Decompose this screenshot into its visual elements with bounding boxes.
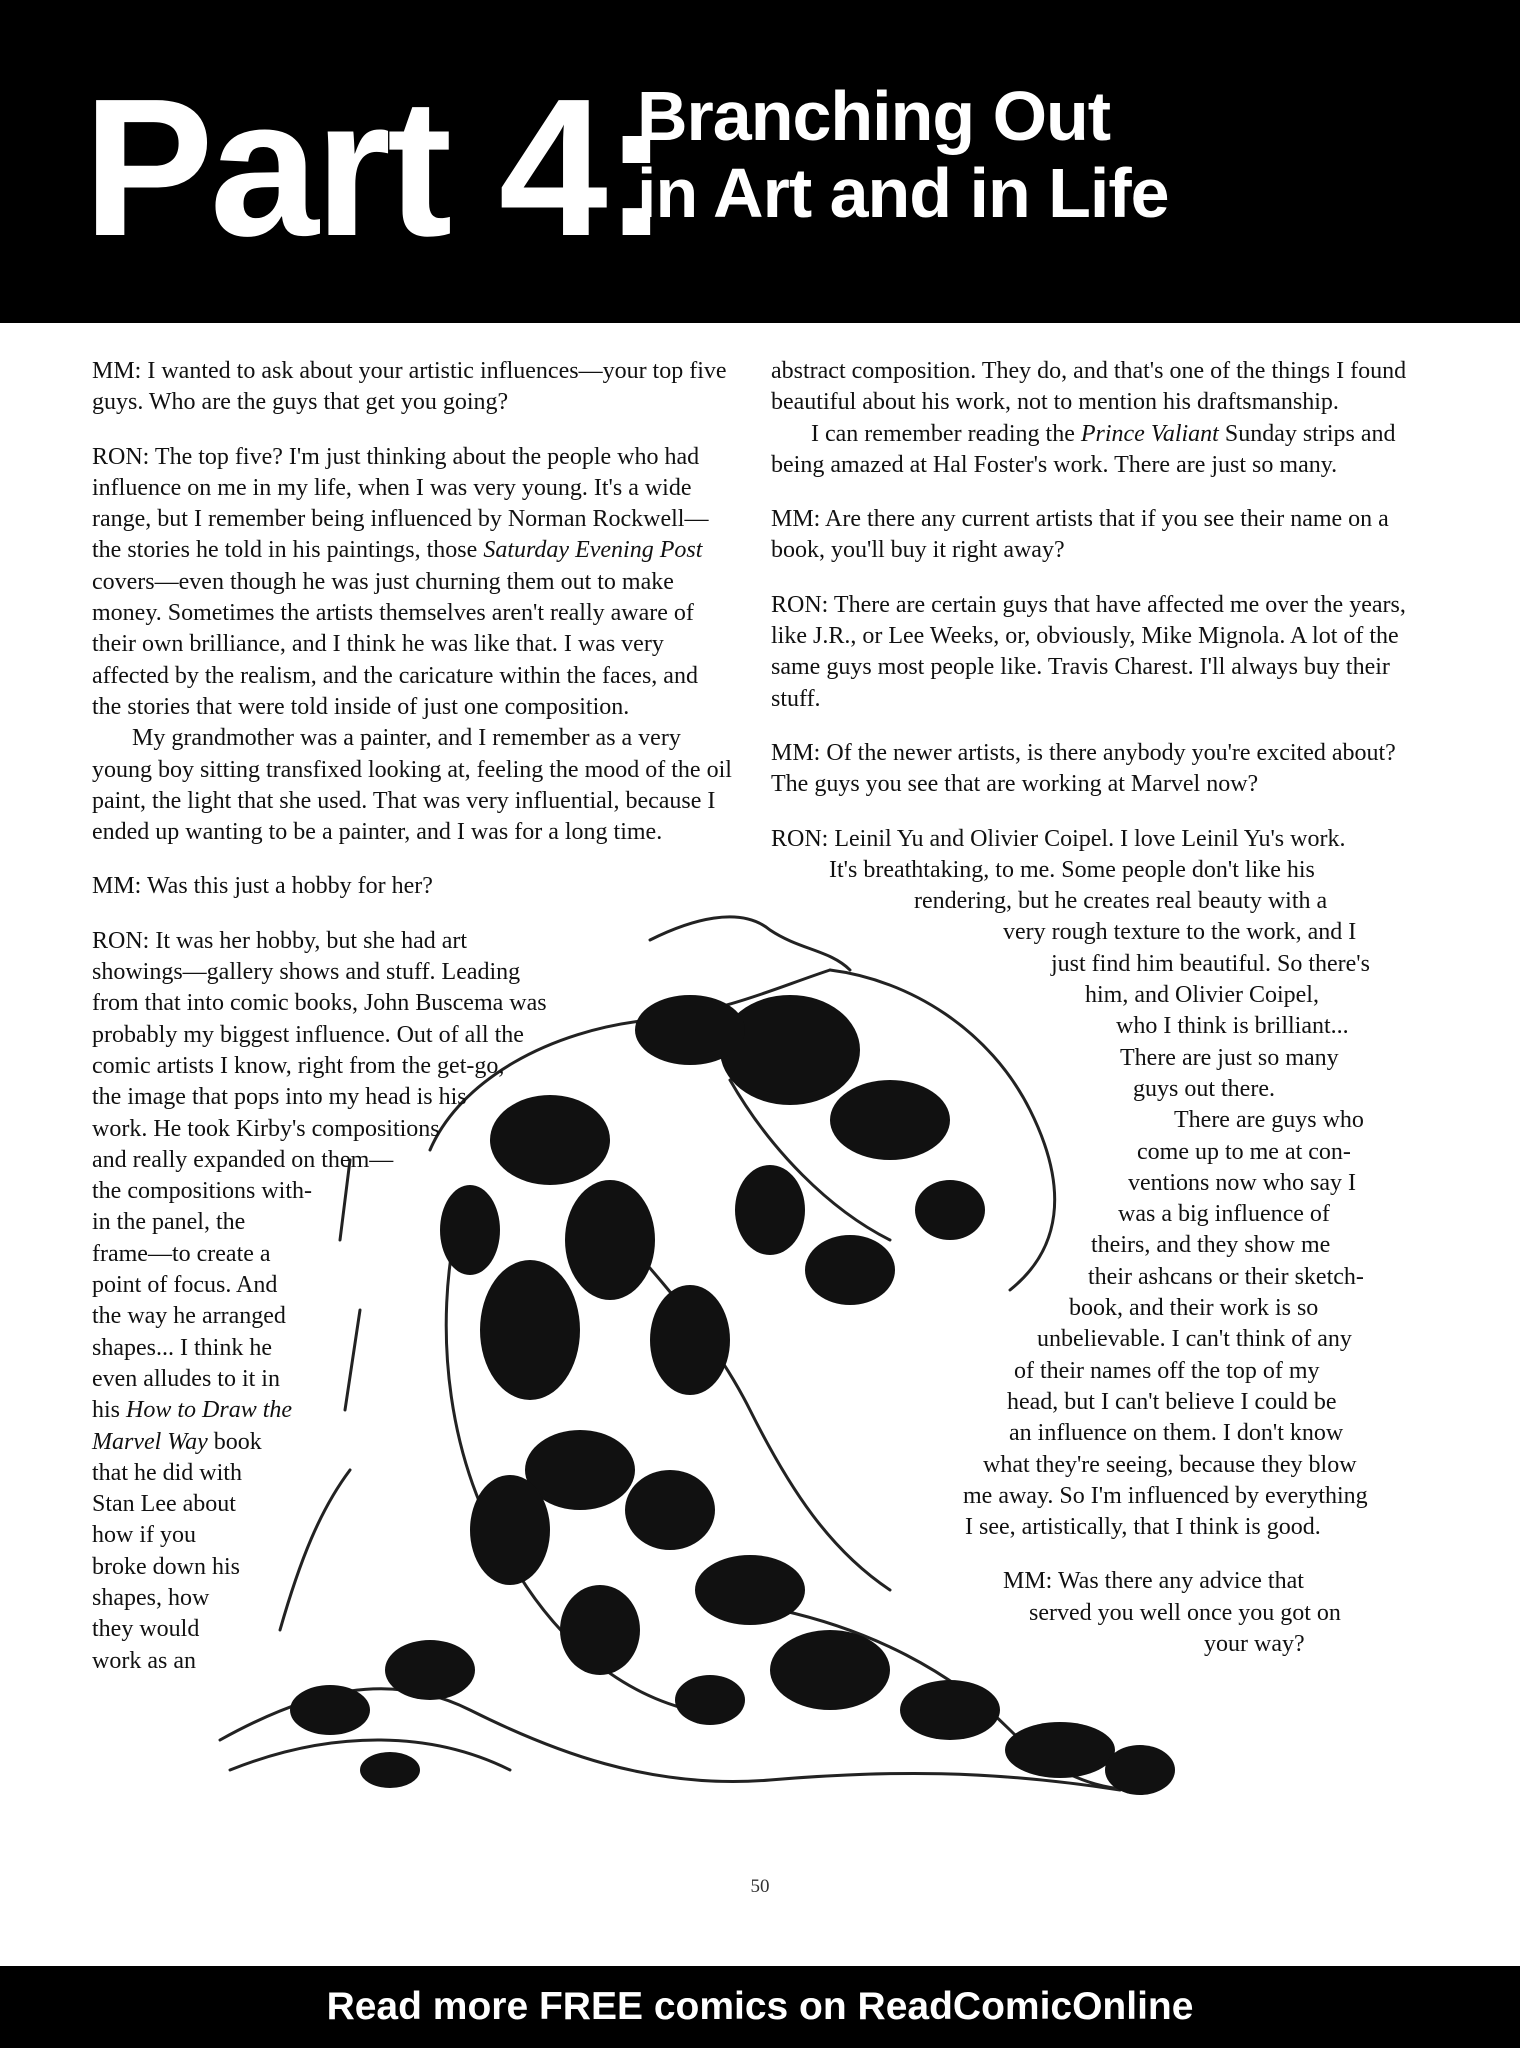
speaker-label: RON: [92,443,150,470]
italic-title: Marvel Way [92,1428,208,1455]
question-line [771,1566,1411,1597]
part-subtitle [637,78,1169,232]
question-paragraph [92,356,732,419]
answer-line: It's breathtaking, to me. Some people don't like his [829,856,1315,883]
answer-line: ventions now who say I [1128,1169,1356,1196]
answer-line: me away. So I'm influenced by everything [963,1482,1368,1509]
answer-line-text: book [213,1428,262,1455]
question-text: I wanted to ask about your artistic influences—your top five guys. Who are the guys that get you going? [92,358,727,416]
answer-line: come up to me at con- [1137,1138,1351,1165]
question-paragraph [771,504,1411,567]
answer-line: the way he arranged [92,1303,286,1330]
answer-line-text: his [92,1397,121,1424]
question-line: served you well once you got on [1029,1599,1341,1626]
answer-line: unbelievable. I can't think of any [1037,1326,1352,1353]
answer-continuation: abstract composition. They do, and that's one of the things I found beautiful about his work, not to mention his draftsmanship. [771,358,1407,416]
answer-line: of their names off the top of my [1014,1357,1320,1384]
answer-line: head, but I can't believe I could be [1007,1388,1337,1415]
answer-line: Stan Lee about [92,1491,236,1518]
question-line-text: Was there any advice that [1057,1568,1304,1595]
answer-paragraph [92,442,732,724]
answer-line: him, and Olivier Coipel, [1085,982,1319,1009]
answer-line: in the panel, the [92,1209,246,1236]
footer-banner [0,1966,1520,2048]
answer-line [92,926,732,957]
italic-title: Prince Valiant [1080,420,1219,447]
answer-line: what they're seeing, because they blow [983,1451,1357,1478]
answer-text: The top five? I'm just thinking about the people who had influence on me in my life, when I was very young. It's a wide range, but I remember being influenced by Norman Rockwell—the stories he told in his paintings, those [92,443,709,564]
answer-line [92,1395,732,1426]
answer-line: point of focus. And [92,1272,278,1299]
answer-line: and really expanded on them— [92,1146,394,1173]
answer-line: shapes, how [92,1584,210,1611]
answer-text: I can remember reading the [811,420,1075,447]
right-text-column [771,356,1411,1660]
answer-line: that he did with [92,1459,242,1486]
answer-line [771,824,1411,855]
speaker-label: RON: [92,927,150,954]
answer-line: how if you [92,1522,196,1549]
part-number-title: Part 4: [83,58,666,277]
answer-line: frame—to create a [92,1240,271,1267]
italic-title: Saturday Evening Post [483,537,703,564]
answer-text: Sunday strips and being amazed at Hal Foster's work. There are just so many. [771,420,1396,478]
answer-line: rendering, but he creates real beauty with a [914,888,1328,915]
speaker-label: RON: [771,591,829,618]
answer-line: broke down his [92,1553,240,1580]
answer-line: shapes... I think he [92,1334,272,1361]
question-text: Of the newer artists, is there anybody you're excited about? The guys you see that are working at Marvel now? [771,739,1396,798]
question-text: Was this just a hobby for her? [146,873,433,900]
answer-line: I see, artistically, that I think is good. [965,1514,1321,1541]
answer-line: comic artists I know, right from the get-go, [92,1052,505,1079]
answer-line-text: It was her hobby, but she had art [155,927,468,954]
answer-line: was a big influence of [1118,1201,1330,1228]
answer-line: very rough texture to the work, and I [1003,919,1357,946]
question-text: Are there any current artists that if you see their name on a book, you'll buy it right away? [771,506,1389,564]
answer-line: work as an [92,1647,196,1674]
answer-line: work. He took Kirby's compositions [92,1115,440,1142]
answer-line-text: Leinil Yu and Olivier Coipel. I love Leinil Yu's work. [834,825,1346,852]
answer-line: There are just so many [1120,1044,1339,1071]
answer-line: There are guys who [1174,1107,1364,1134]
page-number: 50 [750,1876,770,1897]
part-subtitle-line-2: in Art and in Life [637,154,1169,232]
answer-line: who I think is brilliant... [1116,1013,1349,1040]
answer-paragraph [771,590,1411,715]
answer-line: from that into comic books, John Buscema was [92,990,547,1017]
speaker-label: MM: [1003,1568,1053,1595]
answer-continuation [771,419,1411,482]
question-paragraph-wrapped [771,1566,1411,1660]
question-paragraph [771,738,1411,801]
italic-title: How to Draw the [126,1397,293,1424]
question-line: your way? [1204,1630,1305,1657]
answer-paragraph-wrapped [92,926,732,1677]
speaker-label: MM: [92,358,142,384]
answer-text: There are certain guys that have affected me over the years, like J.R., or Lee Weeks, or, obviously, Mike Mignola. A lot of the same guys most people like. Travis Charest. I'll always buy their stuff. [771,591,1406,712]
answer-continuation: My grandmother was a painter, and I remember as a very young boy sitting transfixed looking at, feeling the mood of the oil paint, the light that she used. That was very influential, because I ended up wanting to be a painter, and I was for a long time. [92,725,732,846]
answer-line: book, and their work is so [1069,1295,1319,1322]
answer-line: the compositions with- [92,1178,312,1205]
left-text-column [92,356,732,1677]
footer-text: Read more FREE comics on ReadComicOnline [326,1985,1194,2028]
speaker-label: MM: [771,506,821,533]
answer-line: guys out there. [1133,1075,1275,1102]
answer-line: they would [92,1616,200,1643]
answer-line: probably my biggest influence. Out of all the [92,1021,524,1048]
answer-line: the image that pops into my head is his [92,1084,467,1111]
speaker-label: RON: [771,825,829,852]
answer-line: just find him beautiful. So there's [1051,950,1370,977]
answer-line: an influence on them. I don't know [1009,1420,1344,1447]
answer-line: their ashcans or their sketch- [1088,1263,1364,1290]
part-subtitle-line-1: Branching Out [637,77,1111,155]
answer-text: covers—even though he was just churning them out to make money. Sometimes the artists themselves aren't really aware of their own brilliance, and I think he was like that. I was very affected by the realism, and the caricature within the faces, and the stories that were told inside of just one composition. [92,568,698,720]
answer-line [92,1427,732,1458]
chapter-header-band [0,0,1520,323]
question-paragraph [92,871,732,902]
answer-line: showings—gallery shows and stuff. Leading [92,959,521,986]
answer-line: theirs, and they show me [1091,1232,1331,1259]
answer-paragraph-wrapped [771,824,1411,1544]
answer-line: even alludes to it in [92,1365,280,1392]
speaker-label: MM: [92,873,142,900]
speaker-label: MM: [771,739,821,766]
